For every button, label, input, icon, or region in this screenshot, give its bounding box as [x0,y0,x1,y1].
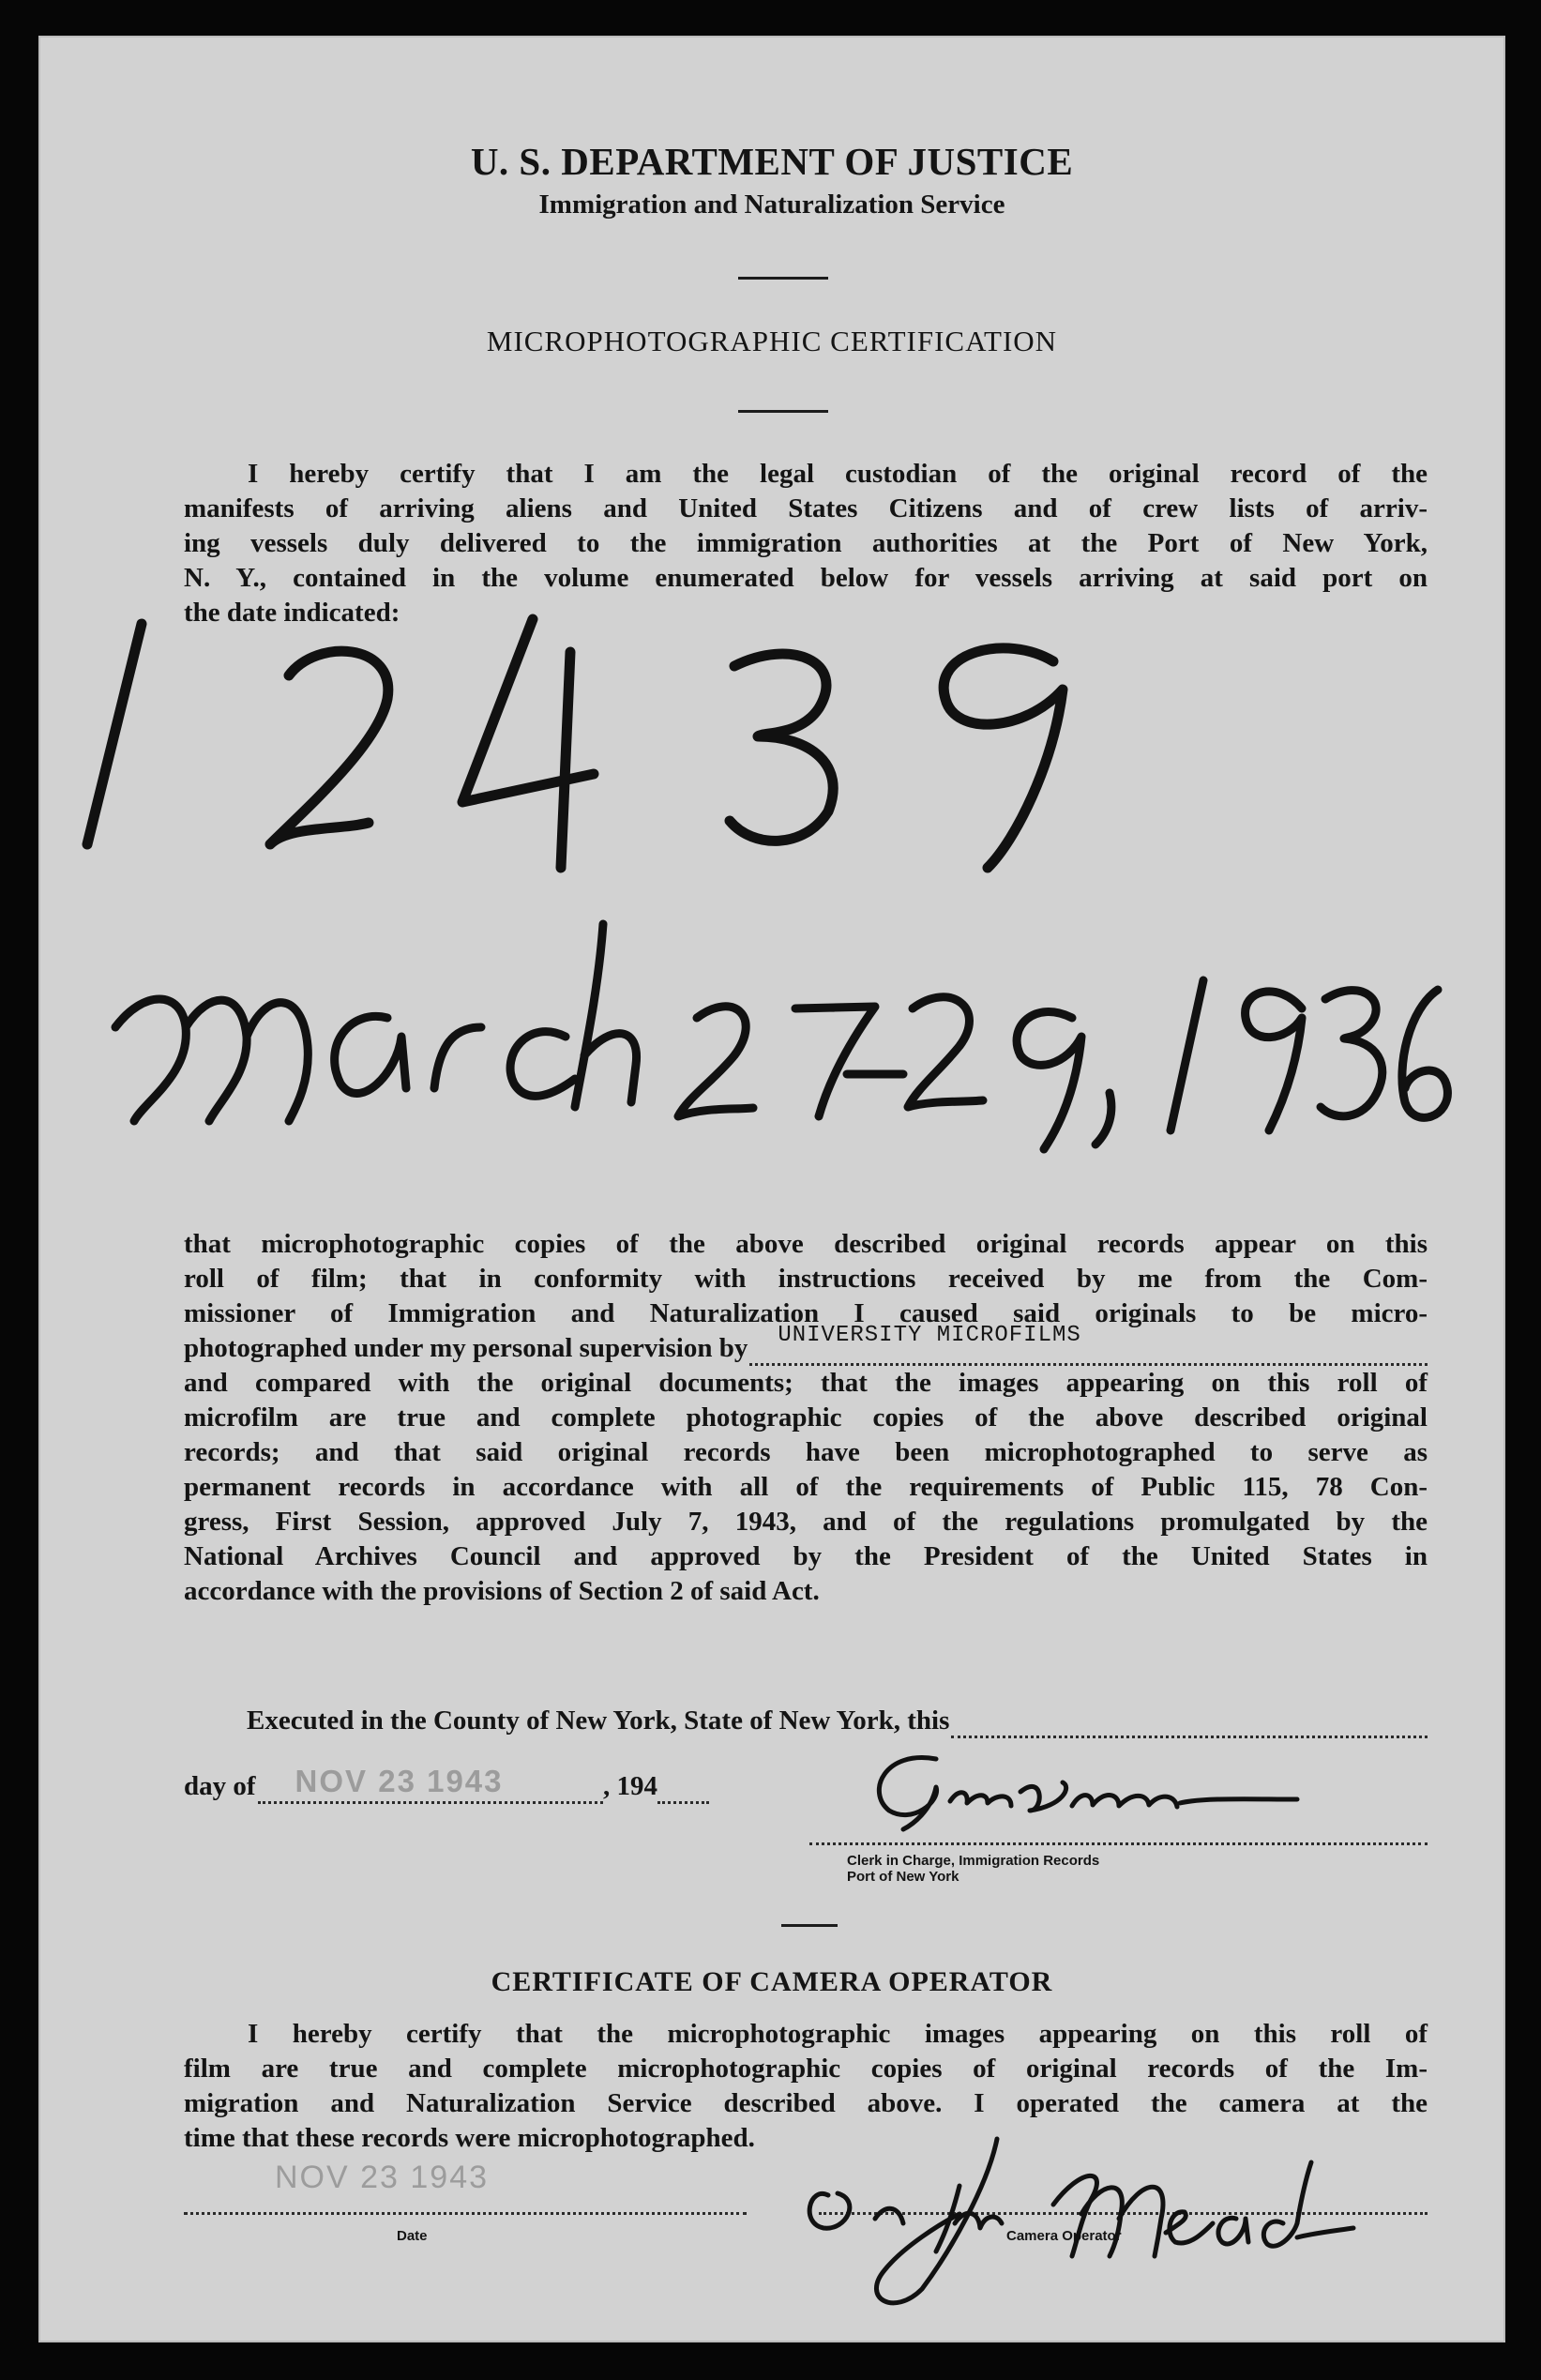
certificate-sheet [38,36,1505,2342]
operator-label: Camera Operator [1006,2228,1122,2244]
handwritten-date [78,887,1466,1168]
text-line: film are true and complete microphotographic copies of original records of the Im- [184,2054,1428,2084]
clerk-title-line: Clerk in Charge, Immigration Records [847,1853,1100,1869]
service-subheading: Immigration and Naturalization Service [538,189,1005,220]
executed-text: Executed in the County of New York, State of New York, this [247,1705,950,1736]
clerk-signature-line [809,1842,1428,1845]
supervisor-field [749,1323,1428,1366]
text-line: migration and Naturalization Service described above. I operated the camera at the [184,2088,1428,2118]
day-of-field [258,1764,603,1804]
text-line: missioner of Immigration and Naturalization I caused said originals to be micro- [184,1298,1428,1328]
text-line: permanent records in accordance with all of the requirements of Public 115, 78 Con- [184,1472,1428,1502]
year-field [657,1781,709,1804]
text-line: time that these records were microphotographed. [184,2123,755,2153]
date-signature-line [184,2212,747,2215]
text-line: the date indicated: [184,598,400,628]
operator-title: CERTIFICATE OF CAMERA OPERATOR [491,1966,1053,1997]
operator-date-stamp: NOV 23 1943 [275,2160,490,2195]
certification-paragraph [184,1227,1428,1609]
typed-supervisor: UNIVERSITY MICROFILMS [778,1323,1081,1348]
date-label: Date [397,2228,428,2244]
executed-line [247,1704,1428,1738]
text-line: accordance with the provisions of Section 2 of said Act. [184,1576,820,1606]
operator-signature [772,2111,1372,2317]
day-of-label: day of [184,1771,256,1801]
department-heading: U. S. DEPARTMENT OF JUSTICE [470,140,1074,183]
day-of-line [184,1764,709,1804]
text-line: records; and that said original records have been microphotographed to serve as [184,1437,1428,1467]
text-line: and compared with the original documents; that the images appearing on this roll of [184,1368,1428,1398]
text-line: I hereby certify that the microphotographic images appearing on this roll of [248,2019,1428,2049]
text-line: gress, First Session, approved July 7, 1943, and of the regulations promulgated by the [184,1507,1428,1537]
certification-title: MICROPHOTOGRAPHIC CERTIFICATION [486,325,1058,357]
date-stamp: NOV 23 1943 [295,1764,504,1798]
text-line: I hereby certify that I am the legal custodian of the original record of the [248,459,1428,489]
clerk-title [847,1853,1099,1885]
text-line: microfilm are true and complete photographic copies of the above described original [184,1402,1428,1433]
handwritten-volume-number [59,596,1485,896]
text-line: N. Y., contained in the volume enumerated below for vessels arriving at said port on [184,563,1428,593]
divider [738,277,828,280]
clerk-signature [847,1736,1372,1839]
text-line: manifests of arriving aliens and United States Citizens and of crew lists of arriv- [184,493,1428,523]
text-line: ing vessels duly delivered to the immigration authorities at the Port of New York, [184,528,1428,558]
supervisor-line [184,1323,1428,1366]
year-prefix: , 194 [603,1771,657,1801]
text-line: National Archives Council and approved by the President of the United States in [184,1541,1428,1571]
text-line: roll of film; that in conformity with instructions received by me from the Com- [184,1264,1428,1294]
text-line: photographed under my personal supervision by [184,1333,748,1363]
text-line: that microphotographic copies of the above described original records appear on this [184,1229,1428,1259]
divider [781,1924,838,1927]
clerk-port-line: Port of New York [847,1869,959,1885]
divider [738,410,828,413]
